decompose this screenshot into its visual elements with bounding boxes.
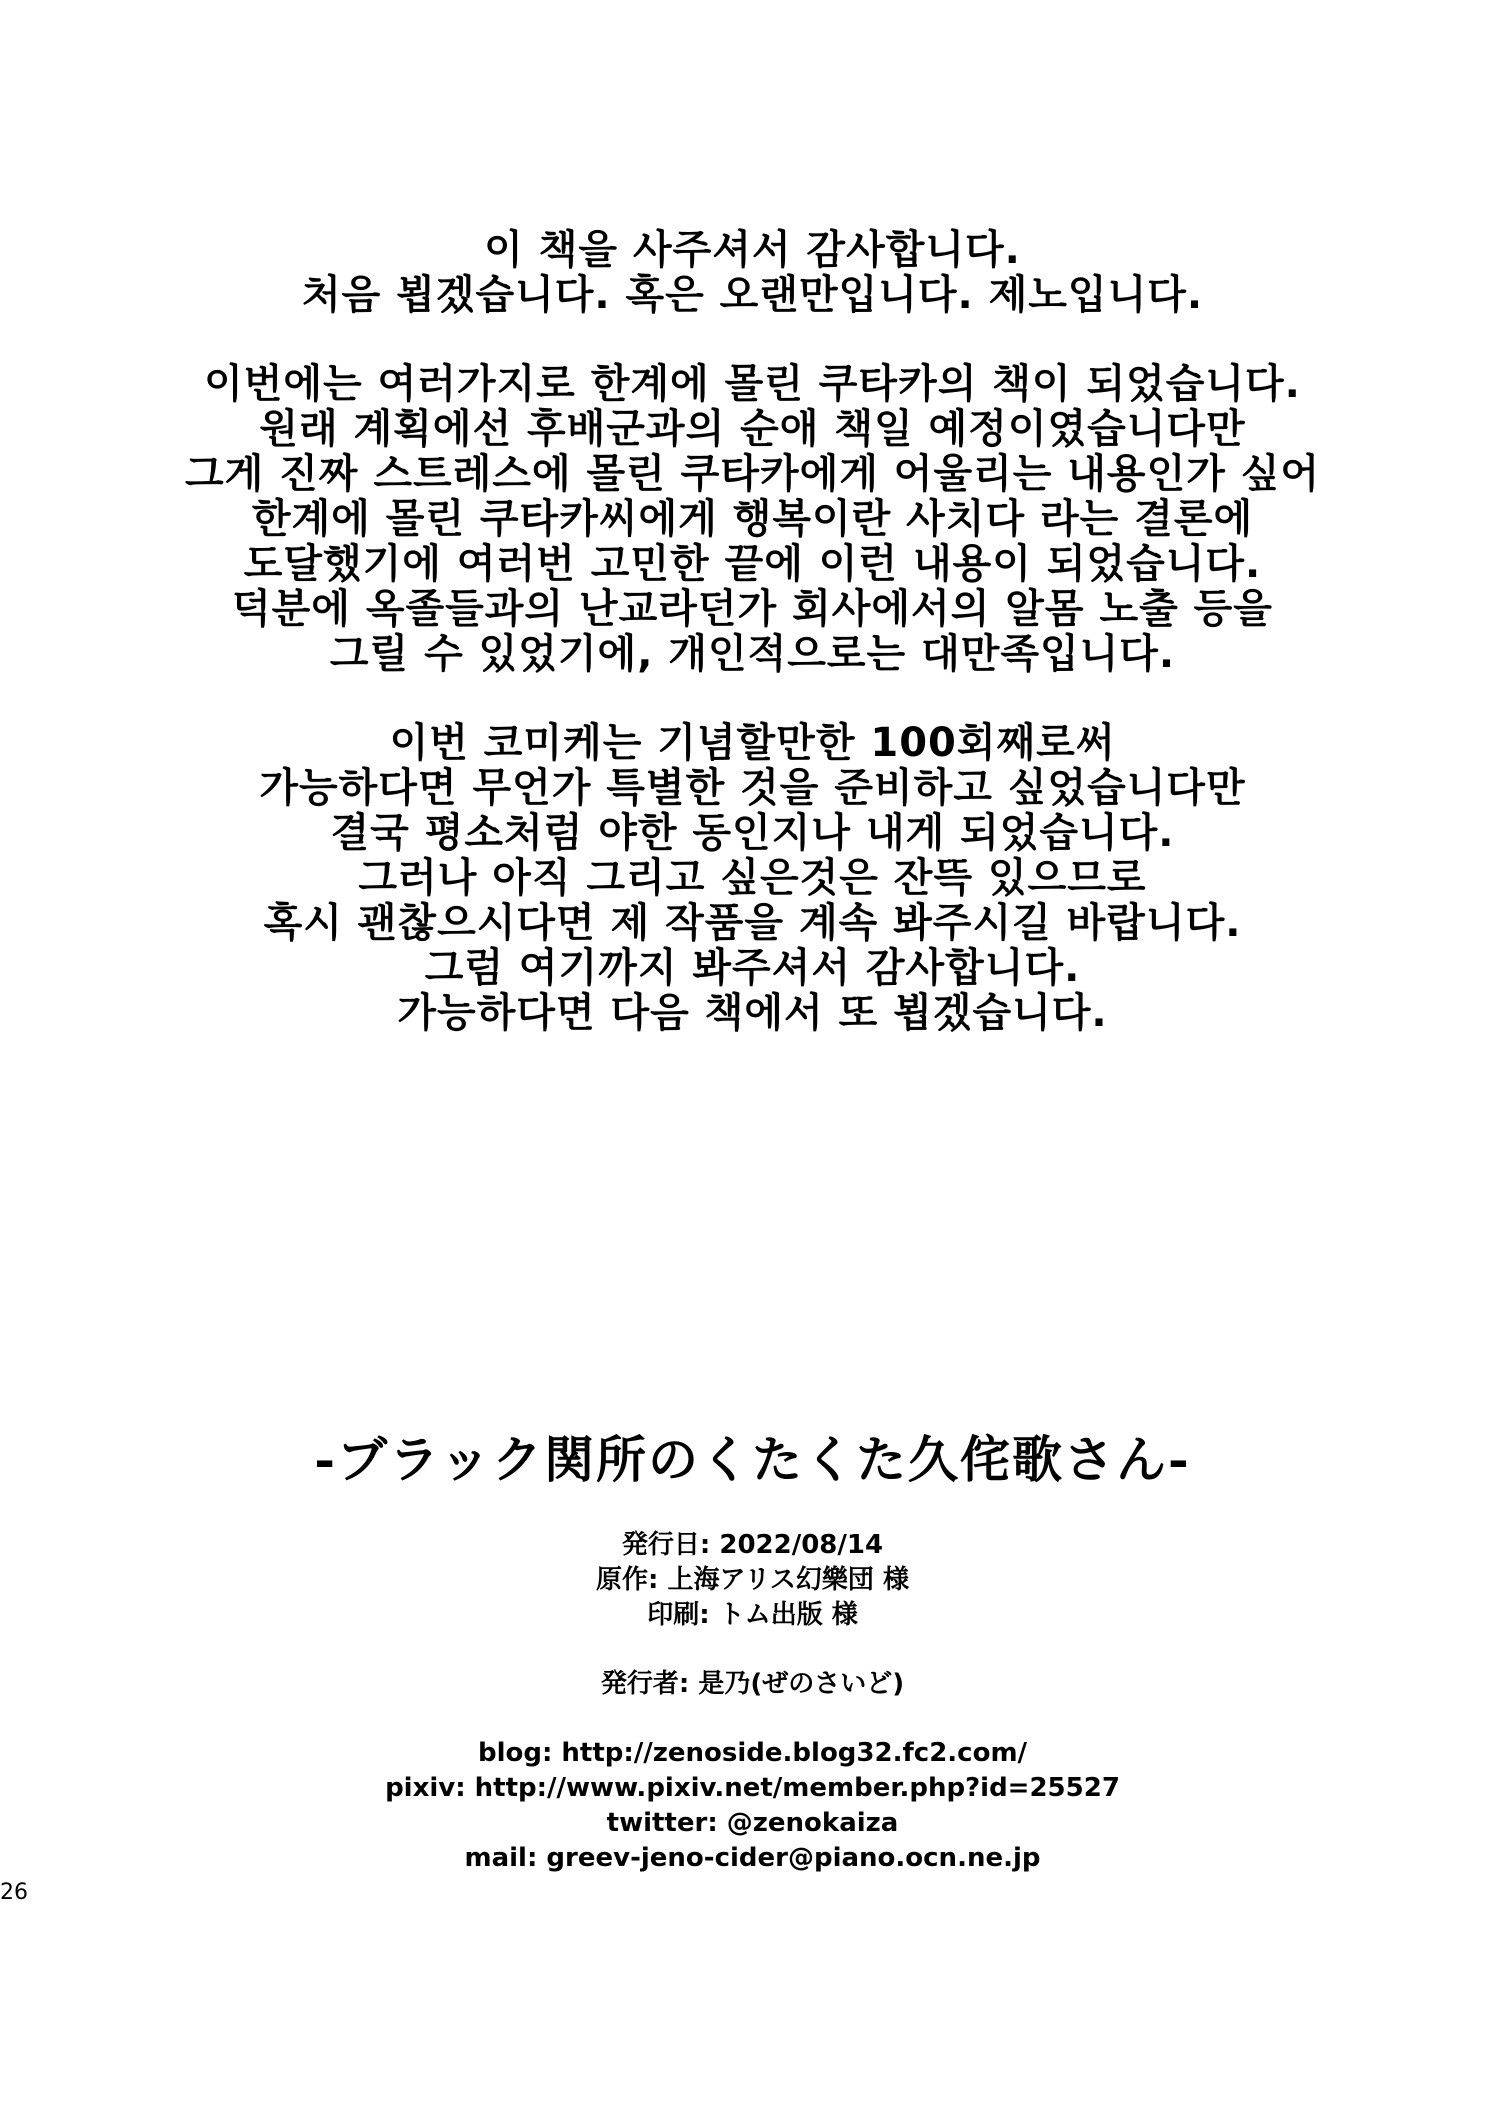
printer: [0, 1598, 1505, 1633]
info-value: 上海アリス幻樂団 様: [667, 1565, 909, 1595]
info-value: トム出版 様: [718, 1600, 858, 1630]
info-label: twitter:: [606, 1808, 727, 1838]
book-title: -ブラック関所のくたくた久侘歌さん-: [314, 1430, 1191, 1489]
afterword-line: 처음 뵙겠습니다. 혹은 오랜만입니다. 제노입니다.: [301, 272, 1204, 318]
afterword-paragraph-story: [0, 362, 1505, 677]
afterword-line: 이번 코미케는 기념할만한 100회째로써: [389, 720, 1116, 766]
afterword-paragraph-closing: [0, 721, 1505, 1036]
colophon: [0, 1430, 1505, 1910]
mail-address: [0, 1841, 1505, 1876]
info-value: greev-jeno-cider@piano.ocn.ne.jp: [546, 1843, 1041, 1873]
info-value: 是乃(ぜのさいど): [698, 1669, 905, 1699]
afterword-line: 가능하다면 무언가 특별한 것을 준비하고 싶었습니다만: [259, 765, 1246, 811]
afterword-text: [0, 228, 1505, 1080]
info-label: mail:: [464, 1843, 547, 1873]
afterword-line: 그게 진짜 스트레스에 몰린 쿠타카에게 어울리는 내용인가 싶어: [184, 451, 1321, 497]
info-label: 原作:: [596, 1565, 668, 1595]
info-label: blog:: [477, 1738, 562, 1768]
info-value: @zenokaiza: [726, 1808, 899, 1838]
publisher: [0, 1667, 1505, 1702]
publication-info: [0, 1528, 1505, 1633]
afterword-line: 그러나 아직 그리고 싶은것은 잔뜩 있으므로: [358, 855, 1147, 901]
info-label: pixiv:: [385, 1773, 475, 1803]
publisher-info: [0, 1667, 1505, 1702]
afterword-line: 이번에는 여러가지로 한계에 몰린 쿠타카의 책이 되었습니다.: [204, 361, 1301, 407]
afterword-line: 가능하다면 다음 책에서 또 뵙겠습니다.: [397, 990, 1108, 1036]
afterword-line: 덕분에 옥졸들과의 난교라던가 회사에서의 알몸 노출 등을: [232, 586, 1273, 632]
info-label: 発行者:: [600, 1669, 699, 1699]
afterword-line: 혹시 괜찮으시다면 제 작품을 계속 봐주시길 바랍니다.: [263, 900, 1242, 946]
afterword-line: 결국 평소처럼 야한 동인지나 내게 되었습니다.: [330, 810, 1175, 856]
info-value: http://zenoside.blog32.fc2.com/: [561, 1738, 1028, 1768]
blog-link: [0, 1736, 1505, 1771]
info-label: 発行日:: [621, 1530, 720, 1560]
afterword-line: 도달했기에 여러번 고민한 끝에 이런 내용이 되었습니다.: [243, 541, 1262, 587]
afterword-line: 한계에 몰린 쿠타카씨에게 행복이란 사치다 라는 결론에: [251, 496, 1254, 542]
contact-info: [0, 1736, 1505, 1876]
info-value: 2022/08/14: [719, 1530, 884, 1560]
original-work: [0, 1563, 1505, 1598]
info-label: 印刷:: [647, 1600, 719, 1630]
afterword-paragraph-greeting: [0, 228, 1505, 318]
afterword-line: 원래 계획에선 후배군과의 순애 책일 예정이였습니다만: [259, 406, 1246, 452]
afterword-line: 그럼 여기까지 봐주셔서 감사합니다.: [424, 945, 1081, 991]
pixiv-link: [0, 1771, 1505, 1806]
afterword-line: 그릴 수 있었기에, 개인적으로는 대만족입니다.: [329, 631, 1176, 677]
publication-date: [0, 1528, 1505, 1563]
info-value: http://www.pixiv.net/member.php?id=25527: [474, 1773, 1120, 1803]
page-number: 26: [0, 1880, 28, 1905]
afterword-line: 이 책을 사주셔서 감사합니다.: [484, 227, 1021, 273]
twitter-handle: [0, 1806, 1505, 1841]
